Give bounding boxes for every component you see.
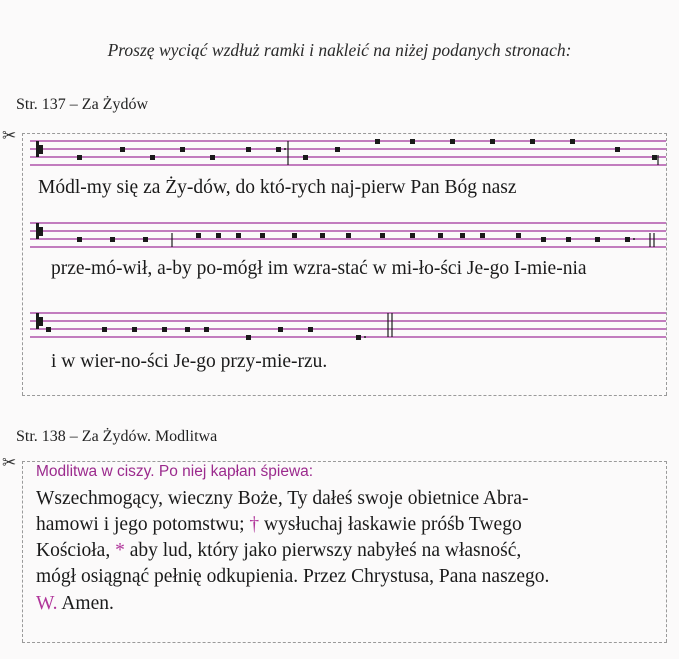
cut-line-bottom-2 <box>22 642 667 643</box>
cut-line-left-2 <box>22 461 23 642</box>
prayer-line-3 <box>36 540 521 562</box>
cut-line-left-1 <box>22 133 23 395</box>
section-138-label: Str. 138 – Za Żydów. Modlitwa <box>16 428 218 445</box>
lyric-line-1: Módl-my się za Ży-dów, do któ-rych naj-pierw Pan Bóg nasz <box>38 177 517 198</box>
cut-line-bottom-1 <box>22 395 667 396</box>
chant-staff-1 <box>30 138 666 172</box>
cut-line-top-1 <box>22 133 667 134</box>
prayer-text: aby lud, który jako pierwszy nabyłeś na własność, <box>129 540 522 561</box>
chant-staff-2 <box>30 220 666 254</box>
scissors-icon-2: ✂ <box>2 453 17 473</box>
prayer-text: wysłuchaj łaskawie próśb Twego <box>264 514 522 535</box>
prayer-text: Kościoła, <box>36 540 111 561</box>
cut-line-top-2 <box>22 461 667 462</box>
scissors-icon: ✂ <box>2 126 17 146</box>
dagger-mark: † <box>249 514 260 535</box>
prayer-line-2 <box>36 514 522 536</box>
prayer-text: hamowi i jego potomstwu; <box>36 514 245 535</box>
response-mark: W. <box>36 593 58 614</box>
rubric-heading: Modlitwa w ciszy. Po niej kapłan śpiewa: <box>36 463 314 480</box>
prayer-line-1: Wszechmogący, wieczny Boże, Ty dałeś swoje obietnice Abra- <box>36 488 529 509</box>
lyric-line-3: i w wier-no-ści Je-go przy-mie-rzu. <box>51 351 328 372</box>
instruction-text: Proszę wyciąć wzdłuż ramki i nakleić na niżej podanych stronach: <box>107 40 572 60</box>
lyric-line-2: prze-mó-wił, a-by po-mógł im wzra-stać w mi-ło-ści Je-go I-mie-nia <box>51 258 587 279</box>
asterisk-mark: * <box>115 540 125 561</box>
prayer-line-4: mógł osiągnąć pełnię odkupienia. Przez Chrystusa, Pana naszego. <box>36 566 550 587</box>
prayer-line-5 <box>36 593 114 615</box>
prayer-text: Amen. <box>61 593 114 614</box>
cut-line-right-2 <box>666 461 667 642</box>
chant-staff-3 <box>30 310 666 344</box>
cut-line-right-1 <box>666 133 667 395</box>
section-137-label: Str. 137 – Za Żydów <box>16 96 148 113</box>
